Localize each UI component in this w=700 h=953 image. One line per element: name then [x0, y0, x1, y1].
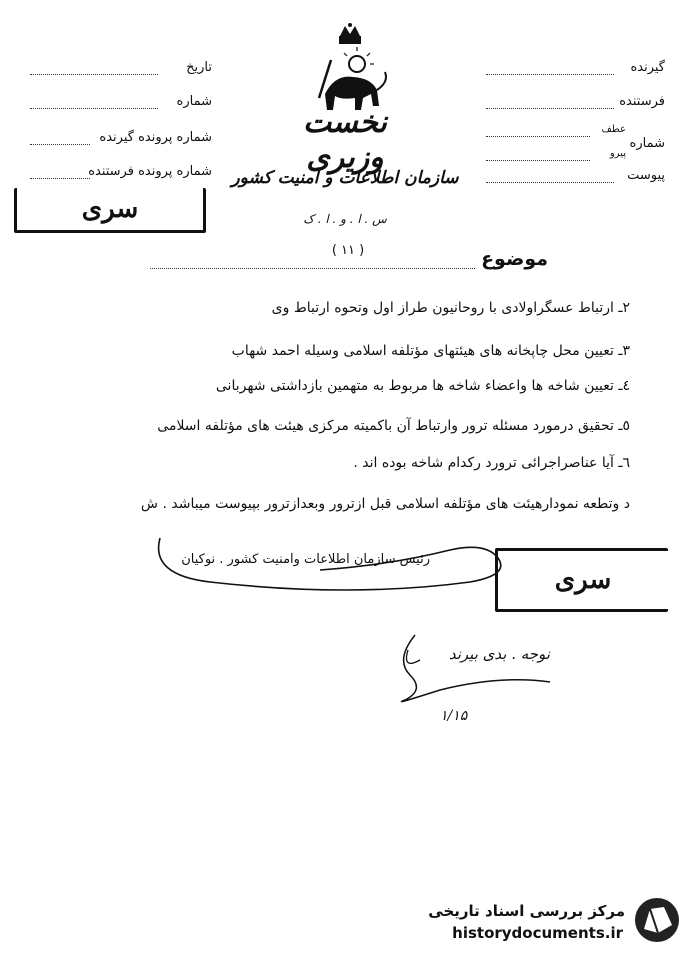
date-field-line: [30, 74, 158, 75]
page-number: ( ۱۱ ): [331, 243, 365, 258]
sender-field-line: [486, 108, 614, 109]
secret-stamp-bottom: [495, 548, 668, 612]
signature-caption: رئیس سازمان اطلاعات وامنیت کشور . نوکیان: [181, 552, 430, 567]
date-label: تاریخ: [186, 60, 212, 75]
receiver-file-number-label: شماره پرونده گیرنده: [99, 130, 212, 145]
receiver-field-line: [486, 74, 614, 75]
ref-number-sub-top: عطف: [601, 124, 626, 135]
ref-bottom-field-line: [486, 160, 590, 161]
watermark-title: مرکز بررسی اسناد تاریخی: [428, 902, 625, 920]
list-item: ۲ـ ارتباط عسگراولادی با روحانیون طراز اول وتحوه ارتباط وی: [271, 300, 630, 316]
list-item: ٦ـ آیا عناصراجرائی ترورد رکدام شاخه بوده اند .: [353, 455, 630, 471]
list-item: ۳ـ تعیین محل چاپخانه های هیئتهای مؤتلفه اسلامی وسیله احمد شهاب: [231, 343, 630, 359]
secret-stamp-bottom-text: سری: [554, 565, 612, 595]
document-code: س . ا . و . ا . ک: [303, 212, 387, 226]
attachment-field-line: [486, 182, 614, 183]
archive-logo-icon: [630, 895, 685, 945]
list-item: ٤ـ تعیین شاخه ها واعضاء شاخه ها مربوط به متهمین بازداشتی شهربانی: [215, 378, 630, 394]
subject-field-line: [150, 268, 475, 269]
receiver-file-field-line: [30, 144, 90, 145]
org-subtitle: سازمان اطلاعات و امنیت کشور: [231, 168, 459, 188]
ref-number-sub-bottom: پیرو: [609, 148, 626, 159]
sender-label: فرستنده: [619, 94, 665, 109]
sender-file-number-label: شماره پرونده فرستنده: [88, 164, 212, 179]
list-item: ٥ـ تحقیق درمورد مسئله ترور وارتباط آن باکمیته مرکزی هیئت های مؤتلفه اسلامی: [157, 418, 630, 434]
org-title: نخست وزیری: [303, 105, 387, 175]
watermark-url: historydocuments.ir: [452, 924, 623, 942]
closing-line: د وتطعه نمودارهیئت های مؤتلفه اسلامی قبل ازترور وبعدازترور بپیوست میباشد . ش: [140, 496, 630, 512]
secret-stamp-top: [14, 188, 206, 233]
receiver-label: گیرنده: [630, 60, 665, 75]
ref-top-field-line: [486, 136, 590, 137]
ref-number-label: شماره: [629, 136, 665, 151]
number-field-line: [30, 108, 158, 109]
handwritten-signature: [380, 630, 560, 710]
number-label: شماره: [176, 94, 212, 109]
attachment-label: پیوست: [627, 168, 665, 183]
sender-file-field-line: [30, 178, 90, 179]
handwritten-date: ۱/۱۵: [440, 708, 468, 724]
subject-label: موضوع: [481, 248, 548, 270]
handwritten-note: نوجه . بدی بیرند: [448, 645, 550, 663]
secret-stamp-top-text: سری: [81, 194, 139, 224]
